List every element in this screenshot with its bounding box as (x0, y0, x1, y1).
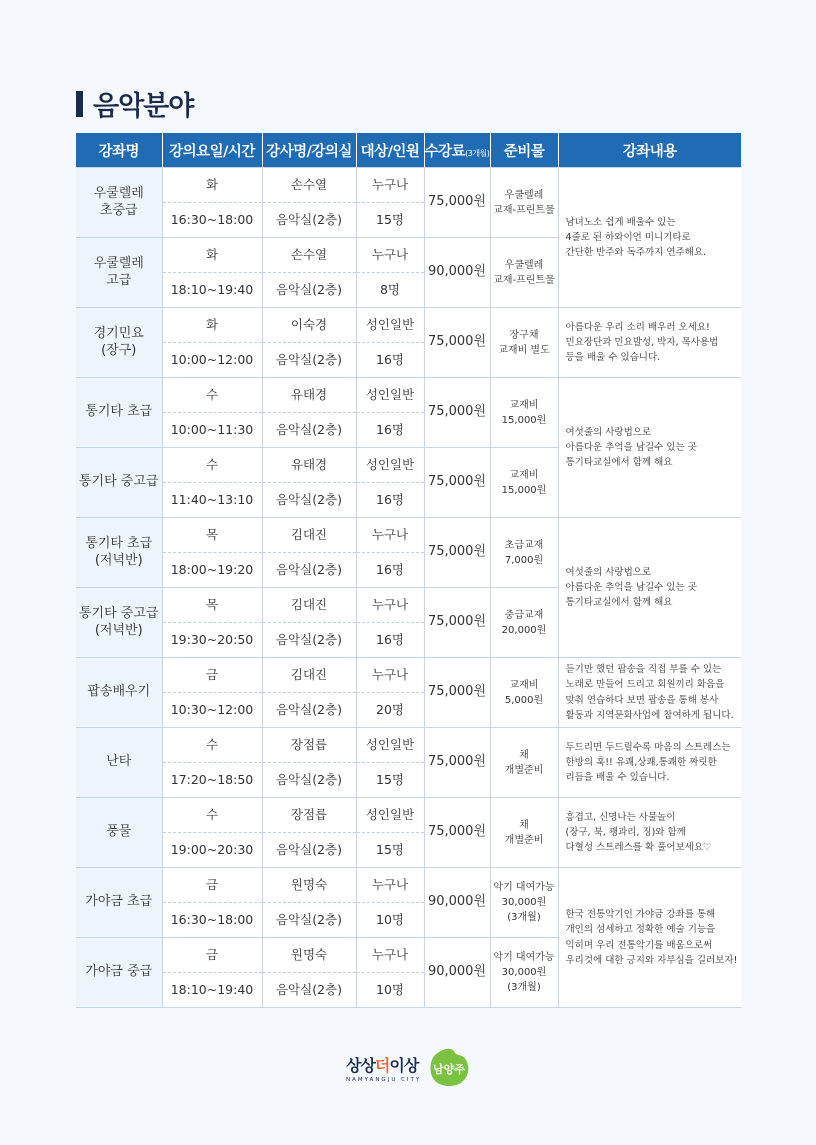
header-teacher: 강사명/강의실 (262, 133, 356, 168)
course-count: 16명 (356, 483, 424, 518)
course-time: 19:30~20:50 (162, 623, 262, 658)
page-title: 음악분야 (93, 91, 194, 122)
course-room: 음악실(2층) (262, 483, 356, 518)
course-name: 풍물 (76, 798, 162, 868)
course-room: 음악실(2층) (262, 973, 356, 1008)
table-row (76, 798, 741, 833)
course-fee: 90,000원 (424, 868, 490, 938)
course-count: 16명 (356, 553, 424, 588)
course-room: 음악실(2층) (262, 693, 356, 728)
course-content: 흥겹고, 신명나는 사물놀이 (장구, 북, 꽹과리, 징)와 함께 다혈성 스트레스를 확 풀어보세요♡ (558, 798, 741, 868)
header-fee-label: 수강료 (424, 143, 466, 160)
course-day: 수 (162, 448, 262, 483)
header-target: 대상/인원 (356, 133, 424, 168)
course-target: 누구나 (356, 238, 424, 273)
course-prep: 교재비 5,000원 (490, 658, 558, 728)
city-logo (346, 1047, 471, 1089)
course-name: 가야금 중급 (76, 938, 162, 1008)
course-teacher: 원명숙 (262, 868, 356, 903)
course-prep: 악기 대여가능 30,000원 (3개월) (490, 868, 558, 938)
title-marker (76, 91, 83, 117)
course-fee: 75,000원 (424, 378, 490, 448)
course-content: 듣기만 했던 팝송을 직접 부를 수 있는 노래로 만들어 드리고 회원끼리 화음을 맞춰 연습하다 보면 팝송을 통해 봉사 활동과 지역문화사업에 참여하게 됩니다. (558, 658, 741, 728)
course-time: 19:00~20:30 (162, 833, 262, 868)
table-row (76, 168, 741, 203)
course-table (76, 133, 741, 1008)
table-row (76, 868, 741, 903)
course-day: 금 (162, 868, 262, 903)
logo-subtitle: NAMYANGJU CITY (346, 1077, 422, 1083)
course-target: 누구나 (356, 938, 424, 973)
course-content: 남녀노소 쉽게 배울수 있는 4줄로 된 하와이언 미니기타로 간단한 반주와 독주까지 연주해요. (558, 168, 741, 308)
course-time: 17:20~18:50 (162, 763, 262, 798)
course-count: 8명 (356, 273, 424, 308)
course-room: 음악실(2층) (262, 273, 356, 308)
course-fee: 75,000원 (424, 518, 490, 588)
course-day: 수 (162, 798, 262, 833)
course-count: 15명 (356, 763, 424, 798)
course-day: 화 (162, 238, 262, 273)
course-room: 음악실(2층) (262, 203, 356, 238)
course-prep: 중급교재 20,000원 (490, 588, 558, 658)
course-prep: 채 개별준비 (490, 798, 558, 868)
course-day: 수 (162, 378, 262, 413)
header-fee (424, 133, 490, 168)
course-day: 목 (162, 518, 262, 553)
table-row (76, 658, 741, 693)
course-teacher: 손수열 (262, 238, 356, 273)
course-name: 팝송배우기 (76, 658, 162, 728)
course-count: 16명 (356, 623, 424, 658)
course-fee: 90,000원 (424, 938, 490, 1008)
table-row (76, 728, 741, 763)
course-count: 15명 (356, 203, 424, 238)
table-header-row (76, 133, 741, 168)
course-time: 10:00~11:30 (162, 413, 262, 448)
course-name: 통기타 초급 (저녁반) (76, 518, 162, 588)
course-name: 우쿨렐레 고급 (76, 238, 162, 308)
course-day: 화 (162, 168, 262, 203)
course-target: 성인일반 (356, 728, 424, 763)
course-name: 통기타 중고급 (76, 448, 162, 518)
course-teacher: 장점릅 (262, 798, 356, 833)
course-teacher: 손수열 (262, 168, 356, 203)
course-target: 누구나 (356, 868, 424, 903)
course-content: 여섯줄의 사랑법으로 아름다운 추억을 남길수 있는 곳 통기타교실에서 함께 해요 (558, 518, 741, 658)
course-day: 금 (162, 658, 262, 693)
course-teacher: 김대진 (262, 658, 356, 693)
course-name: 우쿨렐레 초중급 (76, 168, 162, 238)
course-room: 음악실(2층) (262, 343, 356, 378)
course-teacher: 장점릅 (262, 728, 356, 763)
course-time: 11:40~13:10 (162, 483, 262, 518)
course-count: 10명 (356, 973, 424, 1008)
course-time: 18:00~19:20 (162, 553, 262, 588)
course-target: 누구나 (356, 518, 424, 553)
course-target: 성인일반 (356, 448, 424, 483)
course-count: 16명 (356, 413, 424, 448)
course-content: 아름다운 우리 소리 배우러 오세요! 민요장단과 민요발성, 박자, 목사용법 등을 배울 수 있습니다. (558, 308, 741, 378)
course-prep: 장구채 교재비 별도 (490, 308, 558, 378)
course-prep: 초급교재 7,000원 (490, 518, 558, 588)
course-fee: 75,000원 (424, 588, 490, 658)
course-time: 18:10~19:40 (162, 273, 262, 308)
course-prep: 우쿨렐레 교재-프린트물 (490, 168, 558, 238)
section-title (76, 84, 193, 123)
course-fee: 75,000원 (424, 308, 490, 378)
table-row (76, 378, 741, 413)
course-day: 금 (162, 938, 262, 973)
course-time: 10:30~12:00 (162, 693, 262, 728)
course-target: 누구나 (356, 588, 424, 623)
course-day: 목 (162, 588, 262, 623)
course-target: 성인일반 (356, 378, 424, 413)
course-teacher: 김대진 (262, 588, 356, 623)
course-teacher: 이숙경 (262, 308, 356, 343)
course-room: 음악실(2층) (262, 833, 356, 868)
course-target: 누구나 (356, 168, 424, 203)
course-count: 10명 (356, 903, 424, 938)
course-room: 음악실(2층) (262, 553, 356, 588)
course-day: 화 (162, 308, 262, 343)
course-name: 난타 (76, 728, 162, 798)
course-content: 한국 전통악기인 가야금 강좌를 통해 개인의 섬세하고 정확한 예술 기능을 익히며 우리 전통악기를 배움으로써 우리것에 대한 긍지와 자부심을 길러보자! (558, 868, 741, 1008)
course-count: 20명 (356, 693, 424, 728)
course-teacher: 김대진 (262, 518, 356, 553)
course-name: 가야금 초급 (76, 868, 162, 938)
namyangju-logo-mark (427, 1047, 471, 1089)
course-fee: 75,000원 (424, 798, 490, 868)
course-count: 16명 (356, 343, 424, 378)
course-fee: 75,000원 (424, 728, 490, 798)
table-row (76, 308, 741, 343)
course-teacher: 원명숙 (262, 938, 356, 973)
course-teacher: 유태경 (262, 448, 356, 483)
course-time: 16:30~18:00 (162, 203, 262, 238)
course-time: 18:10~19:40 (162, 973, 262, 1008)
course-prep: 우쿨렐레 교재-프린트물 (490, 238, 558, 308)
course-fee: 75,000원 (424, 448, 490, 518)
course-fee: 90,000원 (424, 238, 490, 308)
course-count: 15명 (356, 833, 424, 868)
course-name: 경기민요 (장구) (76, 308, 162, 378)
course-prep: 악기 대여가능 30,000원 (3개월) (490, 938, 558, 1008)
course-room: 음악실(2층) (262, 763, 356, 798)
header-content: 강좌내용 (558, 133, 741, 168)
course-room: 음악실(2층) (262, 903, 356, 938)
course-target: 성인일반 (356, 798, 424, 833)
header-course: 강좌명 (76, 133, 162, 168)
course-prep: 채 개별준비 (490, 728, 558, 798)
course-room: 음악실(2층) (262, 623, 356, 658)
header-fee-note: (3개월) (465, 148, 490, 158)
header-prep: 준비물 (490, 133, 558, 168)
course-room: 음악실(2층) (262, 413, 356, 448)
header-schedule: 강의요일/시간 (162, 133, 262, 168)
course-time: 10:00~12:00 (162, 343, 262, 378)
course-content: 두드리면 두드릴수록 마음의 스트레스는 한방의 훅!! 유쾌,상쾌,통쾌한 짜릿한 리듬을 배울 수 있습니다. (558, 728, 741, 798)
course-fee: 75,000원 (424, 168, 490, 238)
course-name: 통기타 중고급 (저녁반) (76, 588, 162, 658)
logo-slogan: 상상더이상 (346, 1056, 419, 1075)
course-prep: 교재비 15,000원 (490, 378, 558, 448)
table-row (76, 518, 741, 553)
course-prep: 교재비 15,000원 (490, 448, 558, 518)
course-target: 누구나 (356, 658, 424, 693)
course-fee: 75,000원 (424, 658, 490, 728)
course-teacher: 유태경 (262, 378, 356, 413)
course-target: 성인일반 (356, 308, 424, 343)
course-content: 여섯줄의 사랑법으로 아름다운 추억을 남길수 있는 곳 통기타교실에서 함께 해요 (558, 378, 741, 518)
svg-text:남양주: 남양주 (433, 1063, 466, 1076)
course-day: 수 (162, 728, 262, 763)
course-name: 통기타 초급 (76, 378, 162, 448)
course-time: 16:30~18:00 (162, 903, 262, 938)
